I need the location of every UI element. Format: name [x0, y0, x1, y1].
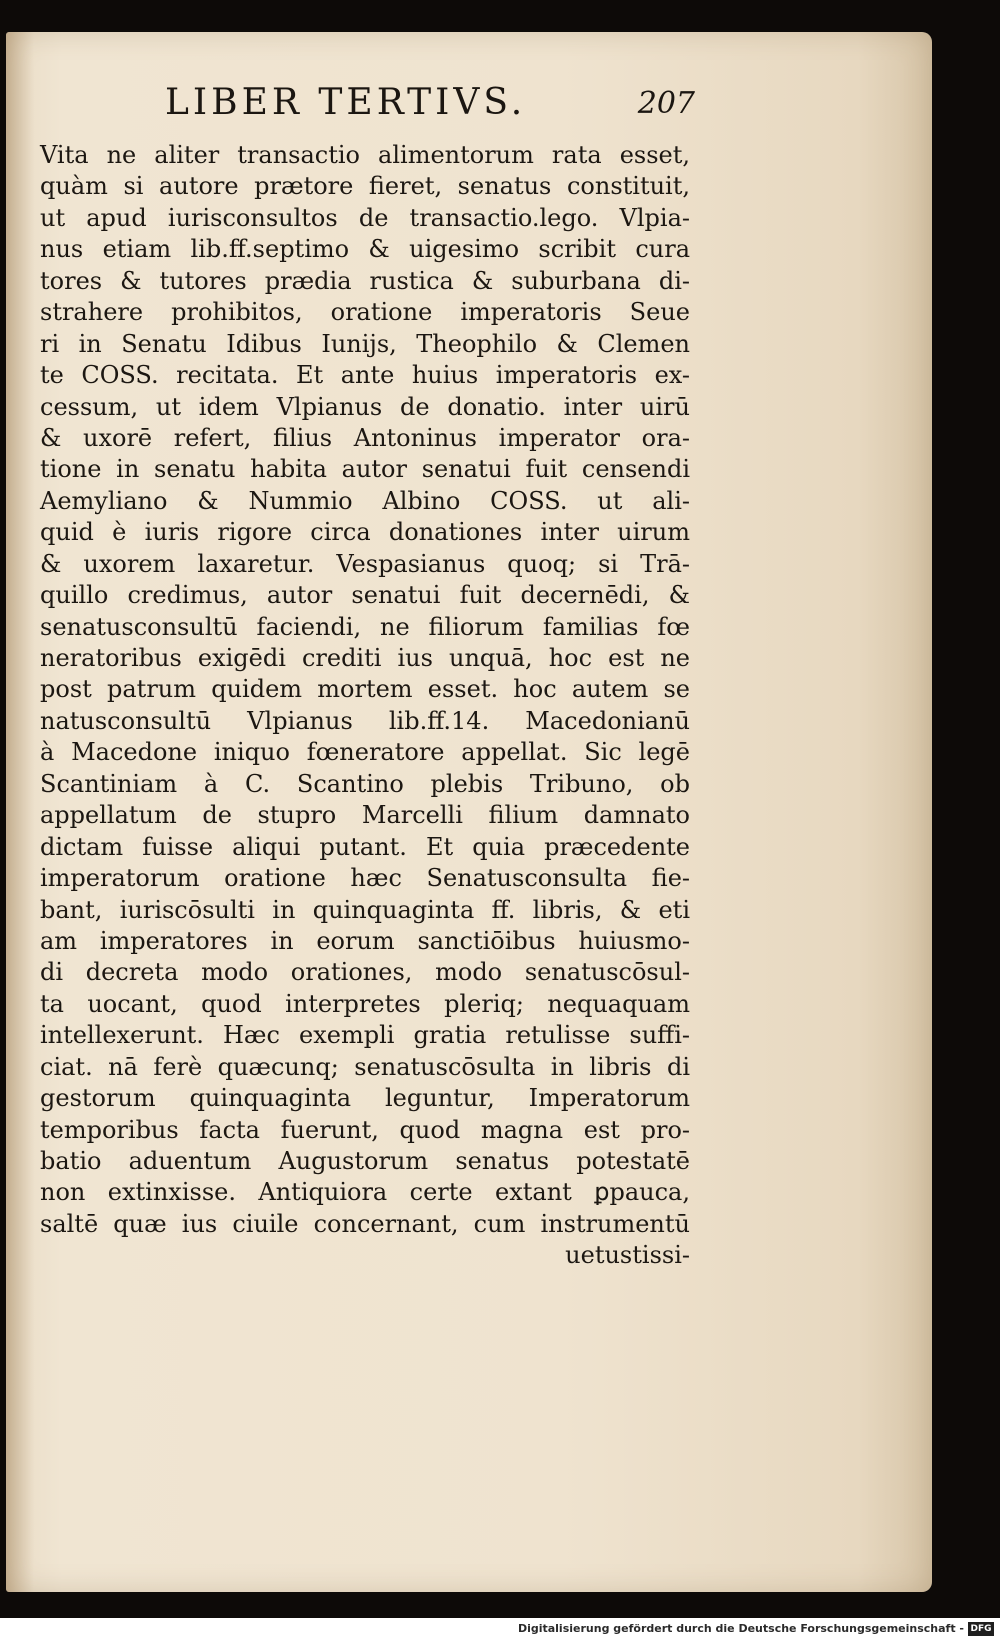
text-line: Vita ne aliter transactio alimentorum rata esset,	[40, 141, 690, 169]
page-gutter	[6, 32, 34, 1592]
body-text	[40, 140, 690, 1272]
text-line: tione in senatu habita autor senatui fuit censendi	[40, 455, 690, 484]
text-line: dictam fuisse aliqui putant. Et quia præcedente	[40, 832, 690, 861]
text-line: am imperatores in eorum sanctiōibus huiusmo-	[40, 926, 690, 955]
dfg-logo-icon: DFG	[968, 1622, 994, 1636]
text-line: tores & tutores prædia rustica & suburbana di-	[40, 266, 690, 295]
text-line: ciat. nā ferè quæcunq; senatuscōsulta in libris di	[40, 1052, 690, 1081]
text-line: quillo credimus, autor senatui fuit decernēdi, &	[40, 581, 690, 610]
text-line: non extinxisse. Antiquiora certe extant ꝑpauca,	[40, 1178, 690, 1207]
text-line: natusconsultū Vlpianus lib.ff.14. Macedonianū	[40, 706, 690, 735]
text-line: ta uocant, quod interpretes pleriq; nequaquam	[40, 989, 690, 1018]
text-line: quàm si autore prætore fieret, senatus constituit,	[40, 172, 690, 201]
text-line: Scantiniam à C. Scantino plebis Tribuno, ob	[40, 769, 690, 798]
text-line: post patrum quidem mortem esset. hoc autem se	[40, 675, 690, 704]
text-line: neratoribus exigēdi crediti ius unquā, hoc est ne	[40, 644, 690, 672]
text-line: à Macedone iniquo fœneratore appellat. Sic legē	[40, 738, 690, 767]
text-line: gestorum quinquaginta leguntur, Imperatorum	[40, 1084, 690, 1113]
text-line: temporibus facta fuerunt, quod magna est pro-	[40, 1115, 690, 1144]
text-line: strahere prohibitos, oratione imperatoris Seue	[40, 298, 690, 327]
text-line: ut apud iurisconsultos de transactio.lego. Vlpia-	[40, 203, 690, 232]
text-line: bant, iuriscōsulti in quinquaginta ff. libris, & eti	[40, 895, 690, 924]
text-line: imperatorum oratione hæc Senatusconsulta fie-	[40, 864, 690, 893]
text-line: senatusconsultū faciendi, ne filiorum familias fœ	[40, 612, 690, 641]
text-line: Aemyliano & Nummio Albino COSS. ut ali-	[40, 486, 690, 515]
text-line: cessum, ut idem Vlpianus de donatio. inter uirū	[40, 392, 690, 421]
text-line: batio aduentum Augustorum senatus potestatē	[40, 1147, 690, 1175]
page-header	[165, 78, 695, 128]
running-title: LIBER TERTIVS.	[165, 82, 527, 123]
text-line: & uxorem laxaretur. Vespasianus quoq; si Trā-	[40, 549, 690, 578]
funding-credit: Digitalisierung gefördert durch die Deutsche Forschungsgemeinschaft -	[517, 1622, 964, 1635]
text-line: nus etiam lib.ff.septimo & uigesimo scribit cura	[40, 235, 690, 264]
text-line: appellatum de stupro Marcelli filium damnato	[40, 801, 690, 830]
page-number: 207	[637, 86, 695, 121]
text-line: te COSS. recitata. Et ante huius imperatoris ex-	[40, 361, 690, 390]
footer-bar	[0, 1618, 1000, 1641]
text-line: intellexerunt. Hæc exempli gratia retulisse suffi-	[40, 1021, 690, 1050]
text-line: saltē quæ ius ciuile concernant, cum instrumentū	[40, 1209, 690, 1238]
text-line: uetustissi-	[565, 1241, 690, 1270]
text-line: & uxorē refert, filius Antoninus imperator ora-	[40, 423, 690, 452]
text-line: ri in Senatu Idibus Iunijs, Theophilo & Clemen	[40, 329, 690, 358]
text-line: quid è iuris rigore circa donationes inter uirum	[40, 518, 690, 547]
text-line: di decreta modo orationes, modo senatuscōsul-	[40, 958, 690, 987]
